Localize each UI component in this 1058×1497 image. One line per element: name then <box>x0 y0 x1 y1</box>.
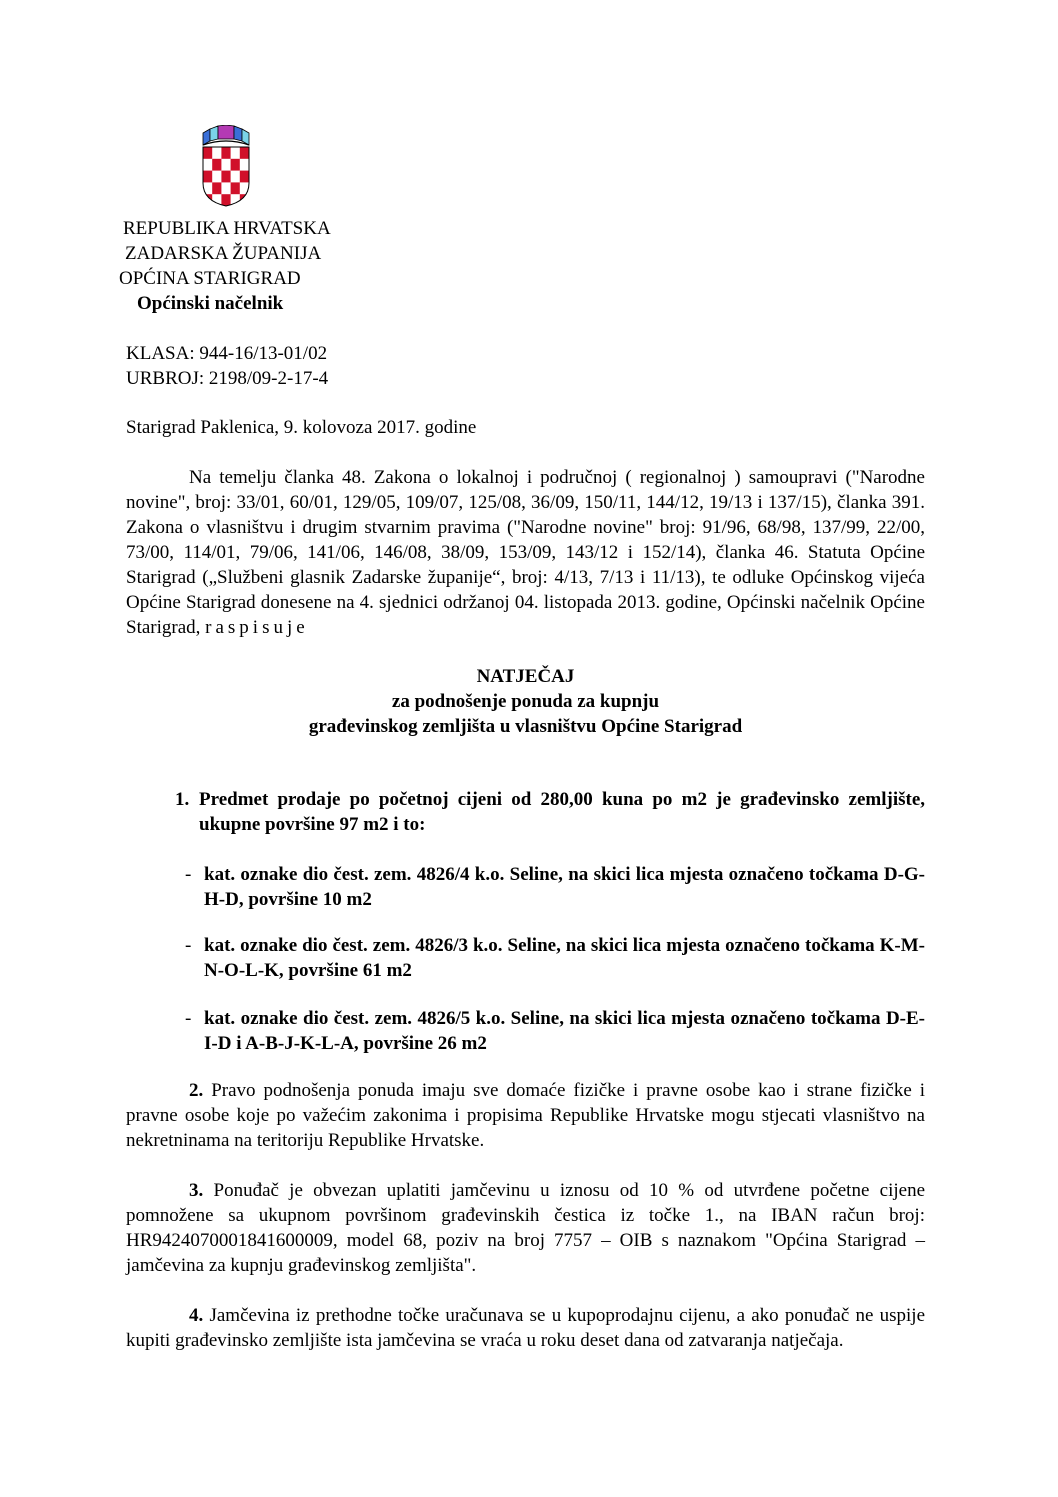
point-text: Jamčevina iz prethodne točke uračunava se u kupoprodajnu cijenu, a ako ponuđač ne uspije kupiti građevinsko zemljište ista jamčevina se vraća u roku deset dana od zatvaranja natječaja. <box>126 1305 926 1351</box>
header-county: ZADARSKA ŽUPANIJA <box>125 243 322 264</box>
point-text: Pravo podnošenja ponuda imaju sve domaće fizičke i pravne osobe kao i strane fizičke i pravne osobe koje po važećim zakonima i propisima Republike Hrvatske mogu stjecati vlasništvo na nekretninama na teritoriju Republike Hrvatske. <box>126 1080 926 1151</box>
item-number: 1. <box>175 789 190 810</box>
point-text: Ponuđač je obvezan uplatiti jamčevinu u iznosu od 10 % od utvrđene početne cijene pomnožene sa ukupnom površinom građevinskih čestica iz točke 1., na IBAN račun broj: HR9424070001841600009, model 68, poziv na broj 7757 – OIB s naznakom "Općina Starigrad – jamčevina za kupnju građevinskog zemljišta". <box>126 1180 925 1276</box>
parcel-text: kat. oznake dio čest. zem. 4826/5 k.o. Seline, na skici lica mjesta označeno točkama D-E-I-D i A-B-J-K-L-A, površine 26 m2 <box>204 1008 925 1054</box>
parcel-text: kat. oznake dio čest. zem. 4826/3 k.o. Seline, na skici lica mjesta označeno točkama K-M-N-O-L-K, površine 61 m2 <box>204 935 925 981</box>
dash-marker: - <box>185 1008 192 1029</box>
dash-marker: - <box>185 935 192 956</box>
point-number: 3. <box>189 1180 204 1201</box>
parcel-text: kat. oznake dio čest. zem. 4826/4 k.o. Seline, na skici lica mjesta označeno točkama D-G-H-D, površine 10 m2 <box>204 864 925 910</box>
header-municipality: OPĆINA STARIGRAD <box>119 268 301 289</box>
header-office: Općinski načelnik <box>137 293 284 314</box>
crown-icon <box>203 125 249 145</box>
urbroj: URBROJ: 2198/09-2-17-4 <box>126 368 329 389</box>
place-date: Starigrad Paklenica, 9. kolovoza 2017. godine <box>126 417 477 438</box>
raspisuje-text: raspisuje <box>205 617 309 638</box>
point-paragraph <box>126 1303 925 1353</box>
shield-icon <box>203 147 249 207</box>
item-text: Predmet prodaje po početnoj cijeni od 280,00 kuna po m2 je građevinsko zemljište, ukupne površine 97 m2 i to: <box>199 789 925 835</box>
klasa: KLASA: 944-16/13-01/02 <box>126 343 328 364</box>
title-line-2: za podnošenje ponuda za kupnju <box>391 691 660 712</box>
point-paragraph <box>126 1078 925 1153</box>
intro-paragraph <box>126 465 925 640</box>
coat-of-arms-icon <box>200 125 252 207</box>
header-republic: REPUBLIKA HRVATSKA <box>123 218 331 239</box>
title-line-3: građevinskog zemljišta u vlasništvu Općine Starigrad <box>308 716 743 737</box>
point-number: 2. <box>189 1080 204 1101</box>
point-paragraph <box>126 1178 925 1278</box>
natjecaj-title <box>126 664 925 739</box>
intro-text: Na temelju članka 48. Zakona o lokalnoj i područnoj ( regionalnoj ) samoupravi ("Narodne novine", broj: 33/01, 60/01, 129/05, 109/07, 125/08, 36/09, 150/11, 144/12, 19/13 i 137/15), članka 391. Zakona o vlasništvu i drugim stvarnim pravima ("Narodne novine" broj: 91/96, 68/98, 137/99, 22/00, 73/00, 114/01, 79/06, 141/06, 146/08, 38/09, 153/09, 143/12 i 152/14), članka 46. Statuta Općine Starigrad („Službeni glasnik Zadarske županije“, broj: 4/13, 7/13 i 11/13), te odluke Općinskog vijeća Općine Starigrad donesene na 4. sjednici održanoj 04. listopada 2013. godine, Općinski načelnik Općine Starigrad, <box>126 467 925 638</box>
title-line-1: NATJEČAJ <box>476 666 575 687</box>
point-number: 4. <box>189 1305 204 1326</box>
dash-marker: - <box>185 864 192 885</box>
